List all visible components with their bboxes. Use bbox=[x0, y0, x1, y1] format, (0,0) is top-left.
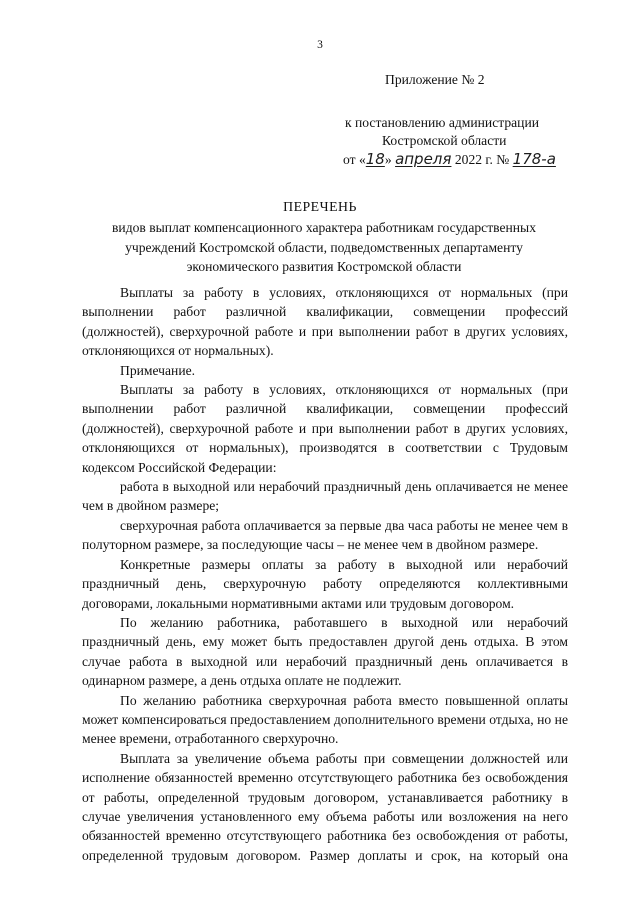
appendix-region-line: Костромской области bbox=[382, 133, 507, 148]
date-prefix: от « bbox=[343, 152, 366, 167]
body-paragraph: По желанию работника сверхурочная работа вместо повышенной оплаты может компенсироваться предоставлением дополнительного времени отдыха, но не менее времени, отработанного сверхурочно. bbox=[82, 692, 568, 747]
document-subtitle: видов выплат компенсационного характера работникам государственных учреждений Костромской области, подведомственных департаменту экономического развития Костромской области bbox=[112, 220, 536, 274]
document-title: ПЕРЕЧЕНЬ bbox=[283, 199, 357, 214]
appendix-date-line bbox=[343, 150, 603, 169]
body-paragraph: сверхурочная работа оплачивается за первые два часа работы не менее чем в полуторном размере, за последующие часы – не менее чем в двойном размере. bbox=[82, 517, 568, 553]
body-paragraph: Выплата за увеличение объема работы при совмещении должностей или исполнение обязанностей временно отсутствующего работника без освобождения от работы, определенной трудовым договором, устанавливается работнику в случае увеличения установленного ему объема работы или возложения на него обязанностей временно отсутствующего работника без освобождения от работы, определенной трудовым договором. Размер доплаты и срок, на который она bbox=[82, 750, 568, 863]
body-paragraph: работа в выходной или нерабочий праздничный день оплачивается не менее чем в двойном размере; bbox=[82, 479, 568, 514]
body-paragraph: Конкретные размеры оплаты за работу в выходной или нерабочий праздничный день, сверхурочную работу определяются коллективными договорами, локальными нормативными актами или трудовым договором. bbox=[82, 556, 568, 611]
document-body bbox=[82, 283, 568, 865]
appendix-resolution-line: к постановлению администрации bbox=[345, 115, 539, 130]
body-paragraph-note: Примечание. bbox=[120, 362, 196, 378]
appendix-title: Приложение № 2 bbox=[385, 72, 485, 87]
date-mid: » bbox=[384, 152, 392, 167]
handwritten-day: 18 bbox=[365, 150, 385, 168]
body-paragraph: По желанию работника, работавшего в выходной или нерабочий праздничный день, ему может быть предоставлен другой день отдыха. В этом случае работа в выходной или нерабочий праздничный день оплачивается в одинарном размере, а день отдыха оплате не подлежит. bbox=[82, 614, 568, 689]
handwritten-month: апреля bbox=[395, 150, 452, 168]
handwritten-number: 178-а bbox=[512, 150, 556, 168]
body-paragraph: Выплаты за работу в условиях, отклоняющихся от нормальных (при выполнении работ различной квалификации, совмещении профессий (должностей), сверхурочной работе и при выполнении работ в других условиях, отклоняющихся от нормальных). bbox=[82, 285, 568, 359]
body-paragraph: Выплаты за работу в условиях, отклоняющихся от нормальных (при выполнении работ различной квалификации, совмещении профессий (должностей), сверхурочной работе и при выполнении работ в других условиях, отклоняющихся от нормальных), производятся в соответствии с Трудовым кодексом Российской Федерации: bbox=[82, 382, 568, 475]
page-number: 3 bbox=[317, 39, 323, 51]
date-year: 2022 г. № bbox=[454, 152, 510, 167]
